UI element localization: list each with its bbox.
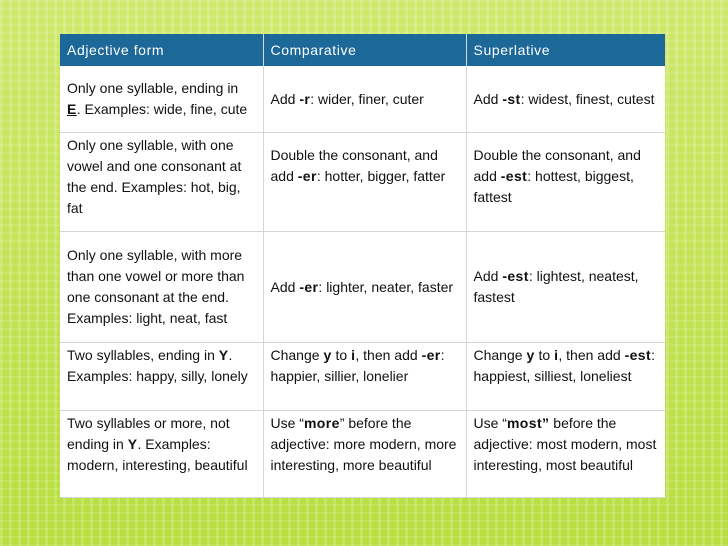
form-cell: Two syllables, ending in Y. Examples: happy, silly, lonely <box>60 343 263 411</box>
header-adjective-form: Adjective form <box>60 34 263 66</box>
comparative-cell: Add -r: wider, finer, cuter <box>263 66 466 133</box>
table-row <box>60 66 665 133</box>
superlative-cell: Use “most” before the adjective: most modern, most interesting, most beautiful <box>466 411 665 498</box>
keyword: -er <box>299 278 319 295</box>
keyword: E <box>67 101 77 117</box>
table-row <box>60 133 665 232</box>
keyword: -er <box>421 347 441 363</box>
keyword: y <box>526 347 535 363</box>
keyword: -est <box>500 168 528 184</box>
adjective-forms-table <box>60 34 665 498</box>
keyword: -st <box>502 90 521 107</box>
header-superlative: Superlative <box>466 34 665 66</box>
keyword: more <box>303 415 340 431</box>
superlative-cell: Add -st: widest, finest, cutest <box>466 66 665 133</box>
superlative-cell: Double the consonant, and add -est: hottest, biggest, fattest <box>466 133 665 232</box>
comparative-cell: Add -er: lighter, neater, faster <box>263 232 466 343</box>
keyword: y <box>323 347 332 363</box>
keyword: Y <box>127 436 138 452</box>
comparative-cell: Change y to i, then add -er: happier, sillier, lonelier <box>263 343 466 411</box>
keyword: Y <box>218 347 229 363</box>
form-cell: Only one syllable, ending in E. Examples: wide, fine, cute <box>60 66 263 133</box>
table-row <box>60 411 665 498</box>
table-row <box>60 343 665 411</box>
header-comparative: Comparative <box>263 34 466 66</box>
keyword: -er <box>297 168 317 184</box>
keyword: -est <box>502 268 529 284</box>
superlative-cell: Add -est: lightest, neatest, fastest <box>466 232 665 343</box>
comparative-cell: Double the consonant, and add -er: hotter, bigger, fatter <box>263 133 466 232</box>
form-cell: Two syllables or more, not ending in Y. Examples: modern, interesting, beautiful <box>60 411 263 498</box>
keyword: i <box>554 347 559 363</box>
keyword: -r <box>299 90 311 107</box>
table-row <box>60 232 665 343</box>
superlative-cell: Change y to i, then add -est: happiest, silliest, loneliest <box>466 343 665 411</box>
form-cell: Only one syllable, with one vowel and one consonant at the end. Examples: hot, big, fat <box>60 133 263 232</box>
keyword: most” <box>506 415 550 431</box>
keyword: i <box>351 347 356 363</box>
header-row <box>60 34 665 66</box>
keyword: -est <box>624 347 652 363</box>
comparative-cell: Use “more” before the adjective: more modern, more interesting, more beautiful <box>263 411 466 498</box>
form-cell: Only one syllable, with more than one vowel or more than one consonant at the end. Examples: light, neat, fast <box>60 232 263 343</box>
